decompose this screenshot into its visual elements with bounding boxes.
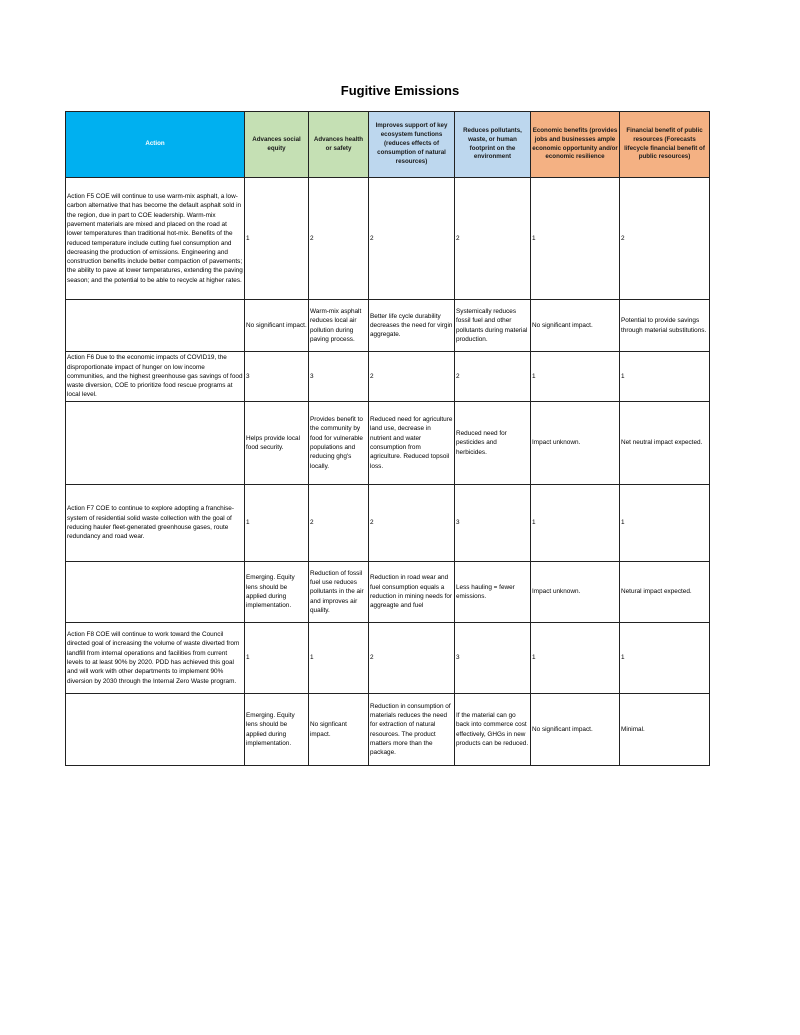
table-cell: 2 <box>455 352 531 402</box>
table-cell: No significant impact. <box>245 300 309 352</box>
table-cell: Reduction in road wear and fuel consumption equals a reduction in mining needs for aggreagte and fuel <box>369 562 455 623</box>
action-cell: Action F6 Due to the economic impacts of COVID19, the disproportionate impact of hunger on low income communities, and the highest greenhouse gas savings of food waste diversion, COE to prioritize food rescue programs at local level. <box>66 352 245 402</box>
table-header-row <box>66 112 710 178</box>
table-cell: 1 <box>245 178 309 300</box>
action-cell <box>66 694 245 766</box>
table-cell: Impact unknown. <box>531 562 620 623</box>
header-social-equity: Advances social equity <box>245 112 309 178</box>
header-financial: Financial benefit of public resources (Forecasts lifecycle financial benefit of public resources) <box>620 112 710 178</box>
table-cell: Net neutral impact expected. <box>620 402 710 485</box>
table-cell: No significant impact. <box>531 694 620 766</box>
table-row <box>66 562 710 623</box>
table-cell: No significant impact. <box>531 300 620 352</box>
table-cell: 1 <box>531 485 620 562</box>
action-cell: Action F8 COE will continue to work toward the Council directed goal of increasing the volume of waste diverted from landfill from internal operations and facilities from current levels to at least 90% by 2020. PDD has achieved this goal and will work with other departments to implement 90% diversion by 2030 through the Internal Zero Waste program. <box>66 623 245 694</box>
table-cell: Helps provide local food security. <box>245 402 309 485</box>
table-cell: 1 <box>620 623 710 694</box>
table-cell: 3 <box>245 352 309 402</box>
header-action: Action <box>66 112 245 178</box>
action-cell <box>66 562 245 623</box>
table-cell: 1 <box>309 623 369 694</box>
emissions-table <box>65 111 710 766</box>
table-cell: Provides benefit to the community by food for vulnerable populations and reducing ghg's locally. <box>309 402 369 485</box>
table-cell: Reduced need for pesticides and herbicides. <box>455 402 531 485</box>
table-cell: Better life cycle durability decreases the need for virgin aggregate. <box>369 300 455 352</box>
table-cell: 1 <box>245 623 309 694</box>
header-ecosystem: Improves support of key ecosystem functions (reduces effects of consumption of natural resources) <box>369 112 455 178</box>
table-cell: Less hauling = fewer emissions. <box>455 562 531 623</box>
header-pollutants: Reduces pollutants, waste, or human footprint on the environment <box>455 112 531 178</box>
table-cell: 1 <box>531 178 620 300</box>
table-cell: 3 <box>309 352 369 402</box>
page-title: Fugitive Emissions <box>340 83 460 98</box>
table-cell: Reduced need for agriculture land use, decrease in nutrient and water consumption from agriculture. Reduced topsoil loss. <box>369 402 455 485</box>
table-row <box>66 485 710 562</box>
table-cell: 1 <box>531 352 620 402</box>
table-cell: 2 <box>309 485 369 562</box>
table-cell: Warm-mix asphalt reduces local air pollution during paving process. <box>309 300 369 352</box>
table-cell: Potential to provide savings through material substitutions. <box>620 300 710 352</box>
header-economic: Economic benefits (provides jobs and businesses ample economic opportunity and/or economic resilience <box>531 112 620 178</box>
table-cell: 2 <box>369 623 455 694</box>
table-cell: 2 <box>309 178 369 300</box>
table-cell: Emerging. Equity lens should be applied during implementation. <box>245 694 309 766</box>
table-cell: 1 <box>531 623 620 694</box>
table-row <box>66 623 710 694</box>
table-cell: 2 <box>369 485 455 562</box>
action-cell: Action F5 COE will continue to use warm-mix asphalt, a low-carbon alternative that has become the default asphalt sold in the region, due in part to COE leadership. Warm-mix pavement materials are mixed and placed on the road at lower temperatures than traditional hot-mix. Benefits of the reduced temperature include cutting fuel consumption and decreasing the production of emissions. Engineering and construction benefits include better compaction of pavements; the ability to pave at lower temperatures, extending the paving season; and the potential to be able to recycle at higher rates. <box>66 178 245 300</box>
table-cell: No signficant impact. <box>309 694 369 766</box>
table-cell: Reduction of fossil fuel use reduces pollutants in the air and improves air quality. <box>309 562 369 623</box>
table-cell: Impact unknown. <box>531 402 620 485</box>
header-health-safety: Advances health or safety <box>309 112 369 178</box>
table-cell: 1 <box>620 485 710 562</box>
table-cell: 3 <box>455 623 531 694</box>
table-cell: 2 <box>455 178 531 300</box>
table-cell: Reduction in consumption of materials reduces the need for extraction of natural resources. The product matters more than the package. <box>369 694 455 766</box>
action-cell <box>66 402 245 485</box>
table-row <box>66 300 710 352</box>
table-cell: Systemically reduces fossil fuel and other pollutants during material production. <box>455 300 531 352</box>
table-cell: 1 <box>245 485 309 562</box>
table-cell: Netural impact expected. <box>620 562 710 623</box>
table-cell: Minimal. <box>620 694 710 766</box>
action-cell <box>66 300 245 352</box>
table-cell: 1 <box>620 352 710 402</box>
table-row <box>66 402 710 485</box>
table-cell: 3 <box>455 485 531 562</box>
table-row <box>66 178 710 300</box>
table-cell: 2 <box>369 352 455 402</box>
table-row <box>66 694 710 766</box>
table-cell: Emerging. Equity lens should be applied during implementation. <box>245 562 309 623</box>
table-cell: 2 <box>620 178 710 300</box>
table-row <box>66 352 710 402</box>
table-cell: 2 <box>369 178 455 300</box>
table-cell: If the material can go back into commerce cost effectively, GHGs in new products can be reduced. <box>455 694 531 766</box>
action-cell: Action F7 COE to continue to explore adopting a franchise-system of residential solid waste collection with the goal of reducing hauler fleet-generated greenhouse gases, route redundancy and road wear. <box>66 485 245 562</box>
